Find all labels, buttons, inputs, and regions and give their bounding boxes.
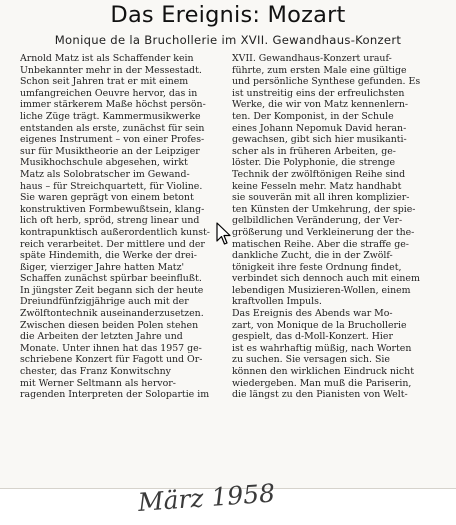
article-left-column	[20, 53, 238, 401]
mouse-pointer-icon	[216, 222, 232, 246]
text-line: haus – für Streichquartett, für Violine.	[20, 180, 203, 192]
text-line: scher als in früheren Arbeiten, ge-	[232, 145, 396, 157]
text-line: lebendigen Musizieren-Wollen, einem	[232, 284, 411, 296]
text-line: Matz als Solobratscher im Gewand-	[20, 168, 190, 180]
text-line: liche Züge trägt. Kammermusikwerke	[20, 110, 201, 122]
text-line: Monate. Unter ihnen hat das 1957 ge-	[20, 342, 202, 354]
text-line: Dreiundfünfzigjährige auch mit der	[20, 296, 189, 308]
text-line: die Arbeiten der letzten Jahre und	[20, 331, 183, 343]
text-line: konstruktiven Formbewußtsein, klang-	[20, 203, 205, 215]
text-line: Schaffen zunächst spürbar beeinflußt.	[20, 273, 202, 285]
article-subheadline: Monique de la Bruchollerie im XVII. Gewandhaus-Konzert	[54, 33, 402, 47]
text-line: Zwischen diesen beiden Polen stehen	[20, 319, 199, 331]
text-line: eines Johann Nepomuk David heran-	[232, 122, 407, 134]
text-line: gewachsen, gibt sich hier musikanti-	[232, 134, 407, 146]
text-line: chester, das Franz Konwitschny	[20, 366, 171, 378]
text-line: Das Ereignis des Abends war Mo-	[232, 308, 393, 320]
text-line: können den wirklichen Eindruck nicht	[232, 366, 414, 378]
text-line: eigenes Instrument – von einer Profes-	[20, 134, 205, 146]
text-line: und persönliche Synthese gefunden. Es	[232, 76, 421, 88]
text-line: lich oft herb, spröd, streng linear und	[20, 215, 200, 227]
text-line: In jüngster Zeit begann sich der heute	[20, 284, 204, 296]
text-line: schriebene Konzert für Fagott und Or-	[20, 354, 203, 366]
text-line: ragenden Interpreten der Solopartie im	[20, 389, 210, 401]
text-line: Unbekannter mehr in der Messestadt.	[20, 64, 202, 76]
text-line: zu suchen. Sie versagen sich. Sie	[232, 354, 390, 366]
text-line: ist unstreitig eins der erfreulichsten	[232, 87, 405, 99]
text-line: matischen Reihe. Aber die straffe ge-	[232, 238, 409, 250]
text-line: ten Künsten der Umkehrung, der spie-	[232, 203, 416, 215]
text-line: umfangreichen Oeuvre hervor, das in	[20, 87, 198, 99]
text-line: sur für Musiktheorie an der Leipziger	[20, 145, 200, 157]
text-line: keine Fesseln mehr. Matz handhabt	[232, 180, 402, 192]
text-line: gelbildlichen Veränderung, der Ver-	[232, 215, 403, 227]
text-line: Arnold Matz ist als Schaffender kein	[20, 53, 194, 64]
article-right-column	[232, 53, 448, 401]
text-line: mit Werner Seltmann als hervor-	[20, 377, 176, 389]
text-line: Zwölftontechnik auseinanderzusetzen.	[20, 308, 204, 320]
text-line: kraftvollen Impuls.	[232, 296, 322, 308]
text-line: späte Hindemith, die Werke der drei-	[20, 250, 197, 262]
text-line: sie souverän mit all ihren komplizier-	[232, 192, 410, 204]
text-line: löster. Die Polyphonie, die strenge	[232, 157, 396, 169]
text-line: wiedergeben. Man muß die Pariserin,	[232, 377, 412, 389]
text-line: Schon seit Jahren trat er mit einem	[20, 76, 189, 88]
text-line: entstanden als erste, zunächst für sein	[20, 122, 205, 134]
text-line: immer stärkerem Maße höchst persön-	[20, 99, 206, 111]
text-line: ßiger, vierziger Jahre hatten Matz'	[20, 261, 185, 273]
text-line: verbindet sich dennoch auch mit einem	[232, 273, 420, 285]
text-line: tönigkeit ihre feste Ordnung findet,	[232, 261, 402, 273]
text-line: gespielt, das d-Moll-Konzert. Hier	[232, 331, 393, 343]
text-line: reich verarbeitet. Der mittlere und der	[20, 238, 205, 250]
text-line: führte, zum ersten Male eine gültige	[232, 64, 407, 76]
handwritten-date: März 1958	[136, 478, 276, 517]
text-line: Sie waren geprägt von einem betont	[20, 192, 194, 204]
text-line: XVII. Gewandhaus-Konzert urauf-	[232, 53, 392, 64]
text-line: die längst zu den Pianisten von Welt-	[232, 389, 408, 401]
article-headline: Das Ereignis: Mozart	[110, 2, 346, 28]
text-line: zart, von Monique de la Bruchollerie	[232, 319, 407, 331]
text-line: Musikhochschule abgesehen, wirkt	[20, 157, 188, 169]
text-line: größerung und Verkleinerung der the-	[232, 226, 415, 238]
text-line: ten. Der Komponist, in der Schule	[232, 110, 394, 122]
text-line: Werke, die wir von Matz kennenlern-	[232, 99, 409, 111]
text-line: Technik der zwölftönigen Reihe sind	[232, 168, 406, 180]
text-line: ist es wahrhaftig müßig, nach Worten	[232, 342, 412, 354]
text-line: dankliche Zucht, die in der Zwölf-	[232, 250, 393, 262]
text-line: kontrapunktisch außerordentlich kunst-	[20, 226, 210, 238]
